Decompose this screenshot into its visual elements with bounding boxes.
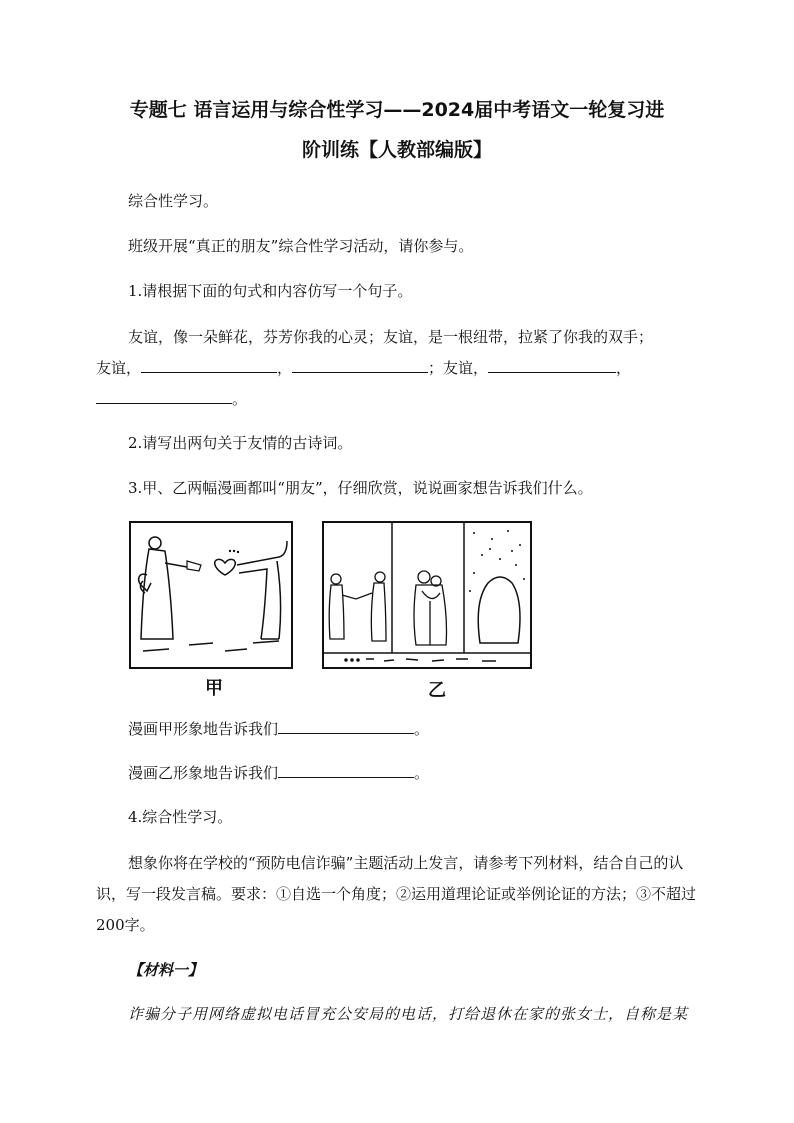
document-title xyxy=(96,90,698,170)
q3-prompt: 3.甲、乙两幅漫画都叫“朋友”，仔细欣赏，说说画家想告诉我们什么。 xyxy=(128,479,593,497)
title-line-1: 专题七 语言运用与综合性学习——2024届中考语文一轮复习进 xyxy=(129,99,665,121)
q1-text-c: ；友谊， xyxy=(428,359,489,377)
q1-prompt: 1.请根据下面的句式和内容仿写一个句子。 xyxy=(128,282,413,300)
comic-jia-label: 甲 xyxy=(205,678,223,699)
q4-prompt: 4.综合性学习。 xyxy=(128,808,233,826)
material-one-text: 诈骗分子用网络虚拟电话冒充公安局的电话，打给退休在家的张女士，自称是某 xyxy=(128,1005,689,1023)
q1-text-end: 。 xyxy=(232,390,248,408)
q1-blank-4[interactable] xyxy=(96,385,232,404)
q3-blank-yi[interactable] xyxy=(278,759,414,778)
q1-fill-line xyxy=(96,353,698,384)
section-heading: 综合性学习。 xyxy=(128,192,219,210)
q3-answer-jia-line xyxy=(96,714,698,745)
q1-text-a: 友谊， xyxy=(96,359,142,377)
q3-answer-yi-line xyxy=(96,758,698,789)
q3-answer-yi-text: 漫画乙形象地告诉我们 xyxy=(128,764,279,782)
material-one-heading xyxy=(96,955,698,986)
q1-blank-2[interactable] xyxy=(292,354,428,373)
title-line-2: 阶训练【人教部编版】 xyxy=(301,139,492,161)
q1-blank-3[interactable] xyxy=(488,354,616,373)
q3-blank-jia[interactable] xyxy=(278,715,414,734)
q3-end-jia: 。 xyxy=(414,720,430,738)
q1-example-text: 友谊，像一朵鲜花，芬芳你我的心灵；友谊，是一根纽带，拉紧了你我的双手； xyxy=(128,328,654,346)
q1-fill-line-2 xyxy=(96,384,698,415)
q3-answer-jia-text: 漫画甲形象地告诉我们 xyxy=(128,720,279,738)
q3-end-yi: 。 xyxy=(414,764,430,782)
comic-yi-label: 乙 xyxy=(428,680,446,701)
material-one-heading-text: 【材料一】 xyxy=(128,961,204,979)
q1-text-b: ， xyxy=(277,359,293,377)
comic-yi xyxy=(322,521,532,669)
q1-blank-1[interactable] xyxy=(141,354,277,373)
q1-example xyxy=(96,322,698,353)
q2-prompt: 2.请写出两句关于友情的古诗词。 xyxy=(128,434,353,452)
comic-jia xyxy=(129,521,293,669)
q1-text-d: ， xyxy=(616,359,632,377)
intro-text: 班级开展“真正的朋友”综合性学习活动，请你参与。 xyxy=(128,237,474,255)
q4-body: 想象你将在学校的“预防电信诈骗”主题活动上发言，请参考下列材料，结合自己的认识，写一段发言稿。要求：①自选一个角度；②运用道理论证或举例论证的方法；③不超过200字。 xyxy=(96,854,697,934)
